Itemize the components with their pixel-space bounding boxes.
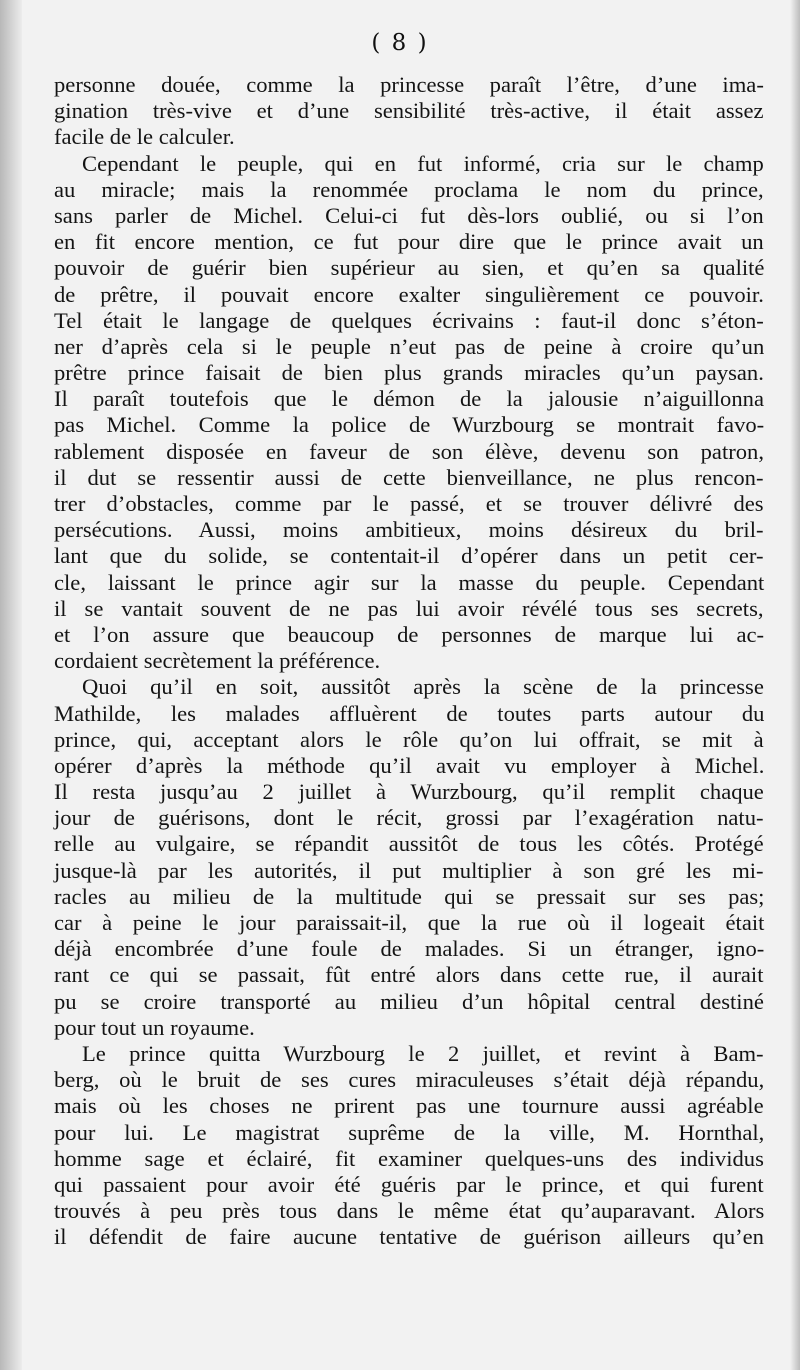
text-line: pour tout un royaume.	[54, 1014, 255, 1040]
text-line: facile de le calculer.	[54, 124, 235, 150]
text-line: jusque-là par les autorités, il put multiplier à son gré les mi-	[54, 857, 764, 883]
text-line: trer d’obstacles, comme par le passé, et se trouver délivré des	[54, 491, 764, 516]
text-line: déjà encombrée d’une foule de malades. Si un étranger, igno-	[54, 936, 765, 962]
text-line: persécutions. Aussi, moins ambitieux, moins désireux du bril-	[54, 517, 764, 543]
text-line: en fit encore mention, ce fut pour dire que le prince avait un	[54, 229, 764, 255]
text-line: personne douée, comme la princesse paraît l’être, d’une ima-	[54, 72, 764, 97]
body-text	[54, 72, 764, 1250]
text-line: prêtre prince faisait de bien plus grands miracles qu’un paysan.	[54, 360, 764, 386]
text-line: pour lui. Le magistrat suprême de la ville, M. Hornthal,	[54, 1119, 765, 1145]
text-line: et l’on assure que beaucoup de personnes de marque lui ac-	[54, 621, 765, 647]
text-line: pas Michel. Comme la police de Wurzbourg se montrait favo-	[54, 412, 765, 438]
text-line: Quoi qu’il en soit, aussitôt après la scène de la princesse	[82, 674, 764, 700]
text-line: sans parler de Michel. Celui-ci fut dès-lors oublié, ou si l’on	[54, 202, 764, 228]
text-line: Le prince quitta Wurzbourg le 2 juillet, et revint à Bam-	[82, 1040, 764, 1066]
text-line: de prêtre, il pouvait encore exalter singulièrement ce pouvoir.	[54, 281, 764, 307]
text-line: au miracle; mais la renommée proclama le nom du prince,	[54, 176, 764, 202]
text-line: homme sage et éclairé, fit examiner quelques-uns des individus	[54, 1145, 764, 1171]
text-line: gination très-vive et d’une sensibilité très-active, il était assez	[54, 98, 764, 124]
text-line: cordaient secrètement la préférence.	[54, 648, 381, 674]
text-line: racles au milieu de la multitude qui se pressait sur ses pas;	[54, 883, 765, 909]
text-line: pouvoir de guérir bien supérieur au sien, et qu’en sa qualité	[54, 255, 765, 281]
text-line: cle, laissant le prince agir sur la masse du peuple. Cependant	[54, 569, 765, 595]
text-line: Il paraît toutefois que le démon de la jalousie n’aiguillonna	[54, 386, 764, 412]
text-line: Il resta jusqu’au 2 juillet à Wurzbourg, qu’il remplit chaque	[54, 779, 764, 805]
text-line: rant ce qui se passait, fût entré alors dans cette rue, il aurait	[54, 962, 764, 988]
text-line: Tel était le langage de quelques écrivains : faut-il donc s’éton-	[54, 307, 764, 333]
text-line: Cependant le peuple, qui en fut informé, cria sur le champ	[82, 150, 764, 176]
text-line: berg, où le bruit de ses cures miraculeuses s’était déjà répandu,	[54, 1067, 765, 1093]
text-line: car à peine le jour paraissait-il, que la rue où il logeait était	[54, 910, 765, 935]
text-line: il se vantait souvent de ne pas lui avoir révélé tous ses secrets,	[54, 595, 764, 621]
text-line: mais où les choses ne prirent pas une tournure aussi agréable	[54, 1093, 764, 1119]
text-line: lant que du solide, se contentait-il d’opérer dans un petit cer-	[54, 543, 764, 569]
text-line: pu se croire transporté au milieu d’un hôpital central destiné	[54, 988, 764, 1014]
text-line: ner d’après cela si le peuple n’eut pas de peine à croire qu’un	[54, 333, 765, 359]
text-line: opérer d’après la méthode qu’il avait vu employer à Michel.	[54, 752, 765, 778]
text-line: relle au vulgaire, se répandit aussitôt de tous les côtés. Protégé	[54, 831, 764, 857]
text-line: jour de guérisons, dont le récit, grossi par l’exagération natu-	[54, 805, 764, 831]
text-line: prince, qui, acceptant alors le rôle qu’on lui offrait, se mit à	[54, 726, 764, 752]
text-line: trouvés à peu près tous dans le même état qu’auparavant. Alors	[54, 1198, 765, 1224]
text-line: il défendit de faire aucune tentative de guérison ailleurs qu’en	[54, 1224, 764, 1250]
text-line: Mathilde, les malades affluèrent de toutes parts autour du	[54, 700, 765, 726]
text-line: qui passaient pour avoir été guéris par le prince, et qui furent	[54, 1171, 764, 1197]
text-line: il dut se ressentir aussi de cette bienveillance, ne plus rencon-	[54, 464, 764, 490]
text-line: rablement disposée en faveur de son élève, devenu son patron,	[54, 438, 764, 464]
page-number: ( 8 )	[371, 30, 429, 56]
